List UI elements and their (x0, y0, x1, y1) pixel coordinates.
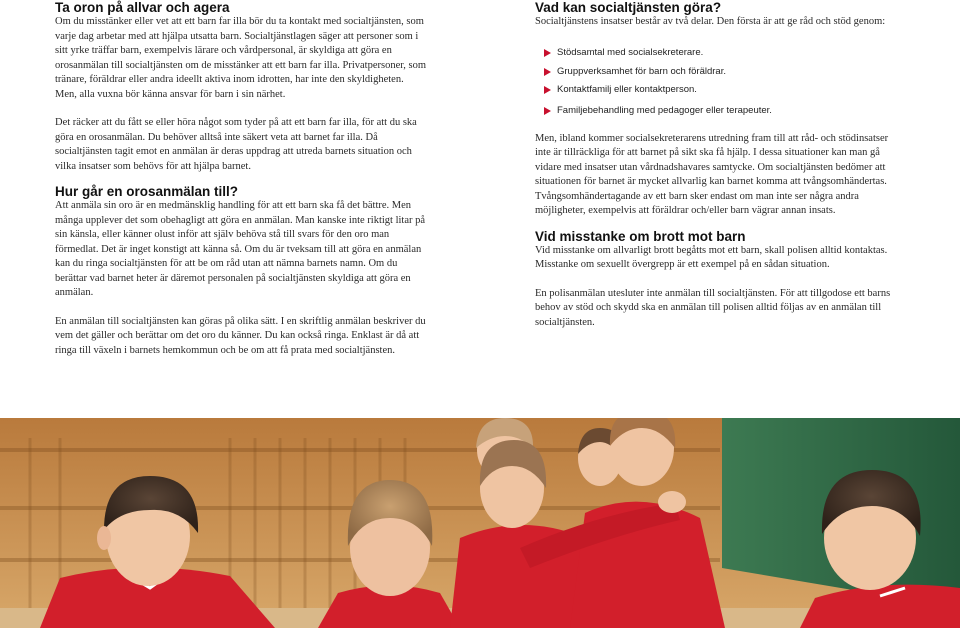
photo-illustration (0, 418, 960, 628)
children-team-photo (0, 418, 960, 628)
paragraph-enough-to-report: Det räcker att du fått se eller höra något som tyder på att ett barn far illa, för att du ska göra en orosanmälan. Du behöver alltså inte säkert veta att barnet far illa. Då socialtjänsten tagit emot en anmälan är deras uppdrag att utreda barnets situation och vilka insatser som behövs för att hjälpa barnet. (55, 117, 417, 172)
paragraph-intro: Om du misstänker eller vet att ett barn far illa bör du ta kontakt med socialtjänsten, som varje dag arbetar med att hjälpa utsatta barn. Socialtjänstlagen säger att personer som i sitt yrke träffar barn, exempelvis lärare och vårdpersonal, är skyldiga att göra en orosanmälan till socialtjänsten om de misstänker att ett barn far illa. Privatpersoner, som tränare, föräldrar eller andra ideellt aktiva inom idrotten, har inte den skyldigheten. Men, alla vuxna bör känna ansvar för barn i sin närhet. (55, 16, 427, 100)
list-item: Gruppverksamhet för barn och föräldrar. (535, 66, 903, 78)
triangle-bullet-icon (544, 68, 551, 76)
heading-suspected-crime: Vid misstanke om brott mot barn (535, 228, 746, 244)
paragraph-reporting-feelings: Att anmäla sin oro är en medmänsklig handling för att ett barn ska få det bättre. Men många upplever det som obehagligt att göra en anmälan. Man kanske inte riktigt litar på sin känsla, eller känner olust inför att själv behöva stå till svars för den oro man förmedlat. Det är inget konstigt att känna så. Om du är tveksam till att göra en anmälan kan du ringa socialtjänsten för att be om råd utan att nämna barnets namn. Om du berättar vad barnet heter är däremot personalen på socialtjänsten skyldiga att göra en anmälan. (55, 200, 426, 298)
paragraph-services-intro: Socialtjänstens insatser består av två delar. Den första är att ge råd och stöd genom: (535, 16, 886, 27)
heading-how-to-report: Hur går en orosanmälan till? (55, 184, 239, 199)
list-item: Stödsamtal med socialsekreterare. (535, 47, 903, 59)
right-column (535, 0, 903, 330)
paragraph-compulsory-care: Men, ibland kommer socialsekreterarens utredning fram till att råd- och stödinsatser inte är tillräckliga för att barnet på sikt ska få hjälp. I dessa situationer kan man gå vidare med insatser utan vårdnadshavares samtycke. Om socialtjänsten bedömer att situationen för barnet är mycket allvarlig kan barnet komma att tvångsomhändertas. Tvångsomhändertagande av ett barn sker endast om man inte ser några andra möjligheter, exempelvis att föräldrar och/eller barn vägrar annan insats. (535, 132, 889, 216)
triangle-bullet-icon (544, 49, 551, 57)
list-item: Kontaktfamilj eller kontaktperson. (535, 84, 903, 96)
left-column (55, 0, 427, 358)
triangle-bullet-icon (544, 107, 551, 115)
paragraph-police-report: En polisanmälan utesluter inte anmälan till socialtjänsten. För att tillgodose ett barns behov av stöd och skydd ska en anmälan till polisen alltid följas av en anmälan till socialtjänsten. (535, 287, 891, 328)
support-list (535, 47, 903, 117)
triangle-bullet-icon (544, 86, 551, 94)
list-item: Familjebehandling med pedagoger eller terapeuter. (535, 105, 903, 117)
heading-act-on-worry: Ta oron på allvar och agera (55, 0, 230, 15)
paragraph-ways-to-report: En anmälan till socialtjänsten kan göras på olika sätt. I en skriftlig anmälan beskriver du vem det gäller och berättar om det oro du känner. Du kan också ringa. Enklast är då att ringa till växeln i barnets hemkommun och be om att få prata med socialtjänsten. (55, 315, 426, 356)
heading-what-can-social-services-do: Vad kan socialtjänsten göra? (535, 0, 722, 15)
paragraph-contact-police: Vid misstanke om allvarligt brott begåtts mot ett barn, skall polisen alltid kontaktas. Misstanke om sexuellt övergrepp är ett exempel på en sådan situation. (535, 244, 888, 270)
